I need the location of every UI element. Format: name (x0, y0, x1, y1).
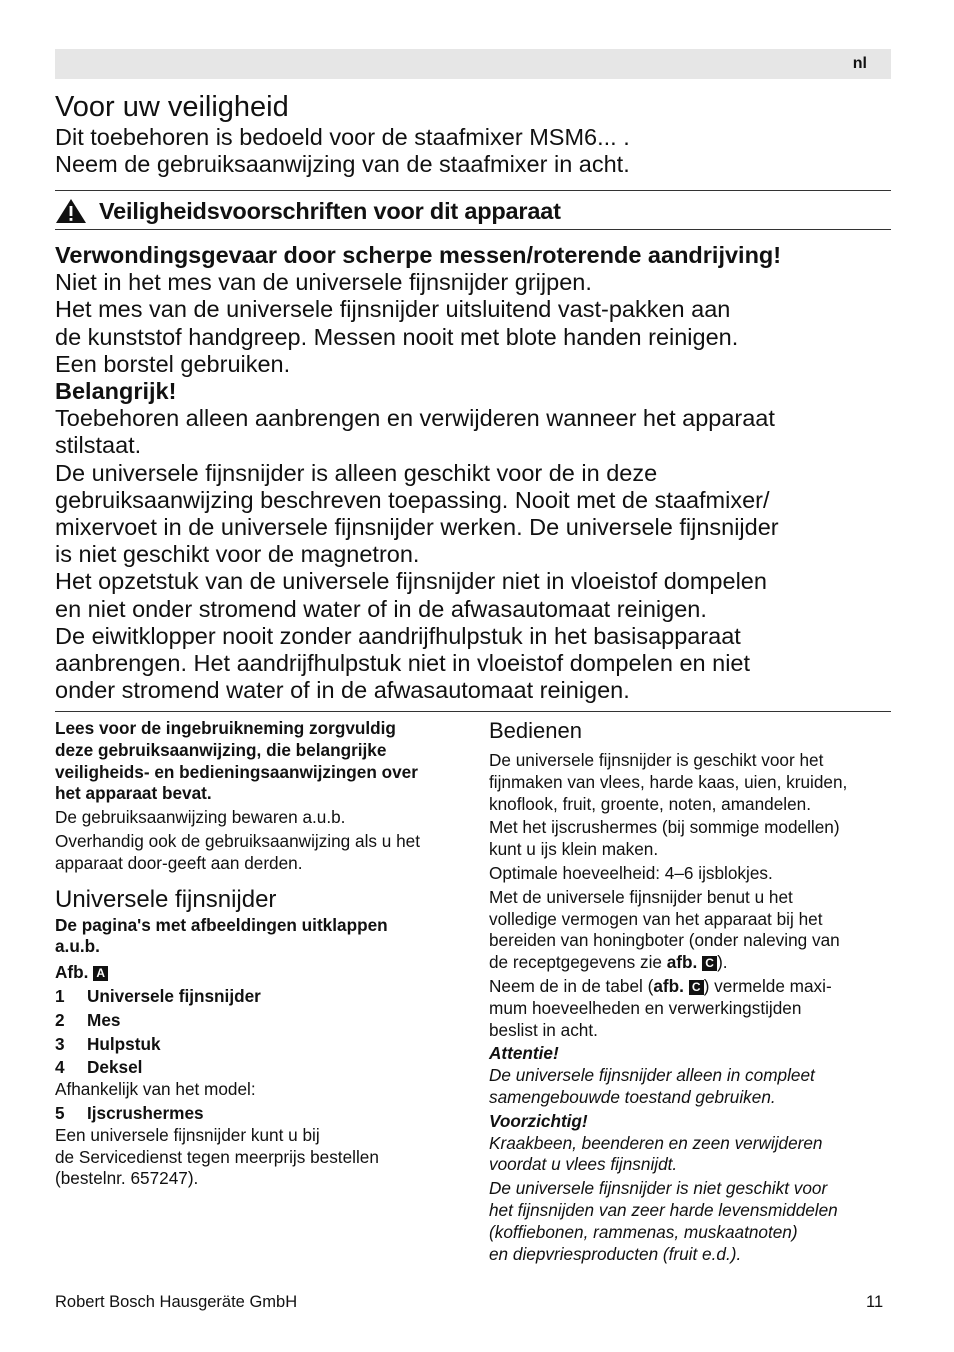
danger-heading: Verwondingsgevaar door scherpe messen/roterende aandrijving! (55, 242, 782, 268)
text-fragment: Neem de in de tabel ( (489, 975, 654, 996)
intro-bold-line: veiligheids- en bedieningsaanwijzingen over (55, 761, 418, 782)
model-dependency-note: Afhankelijk van het model: (55, 1079, 256, 1100)
power-line: bereiden van honingboter (onder naleving van (489, 930, 840, 951)
caution-line: het fijnsnijden van zeer harde levensmiddelen (489, 1199, 838, 1220)
caution-heading: Voorzichtig! (489, 1110, 588, 1131)
fold-line: a.u.b. (55, 936, 100, 957)
service-line: Een universele fijnsnijder kunt u bij (55, 1124, 320, 1145)
important-line: Het opzetstuk van de universele fijnsnijder niet in vloeistof dompelen (55, 568, 767, 595)
intro-bold-line: Lees voor de ingebruikneming zorgvuldig (55, 718, 396, 738)
divider (55, 190, 891, 191)
important-line: De universele fijnsnijder is alleen geschikt voor de in deze (55, 459, 658, 486)
section-title-bedienen: Bedienen (489, 718, 582, 743)
fold-line: De pagina's met afbeeldingen uitklappen (55, 914, 388, 935)
important-line: De eiwitklopper nooit zonder aandrijfhulpstuk in het basisapparaat (55, 622, 741, 649)
service-line: de Servicedienst tegen meerprijs bestellen (55, 1146, 379, 1167)
page-title: Voor uw veiligheid (55, 91, 289, 123)
danger-line: de kunststof handgreep. Messen nooit met blote handen reinigen. (55, 323, 739, 350)
figure-letter-badge: C (689, 980, 704, 995)
safety-intro (55, 124, 895, 178)
list-item (55, 986, 465, 1008)
page-number: 11 (866, 1293, 884, 1311)
part-label: Universele fijnsnijder (87, 985, 261, 1006)
power-line: Met de universele fijnsnijder benut u het (489, 886, 793, 907)
handover-line: Overhandig ook de gebruiksaanwijzing als u het (55, 830, 420, 851)
power-line: volledige vermogen van het apparaat bij het (489, 908, 823, 929)
ice-line: kunt u ijs klein maken. (489, 839, 659, 860)
important-line: onder stromend water of in de afwasautomaat reinigen. (55, 677, 630, 704)
important-line: gebruiksaanwijzing beschreven toepassing. Nooit met de staafmixer/ (55, 486, 770, 513)
part-label: Deksel (87, 1057, 143, 1078)
text-fragment: ) vermelde maxi- (703, 975, 832, 996)
important-line: aanbrengen. Het aandrijfhulpstuk niet in vloeistof dompelen en niet (55, 650, 751, 677)
table-note-line: beslist in acht. (489, 1019, 598, 1040)
keep-instructions: De gebruiksaanwijzing bewaren a.u.b. (55, 807, 346, 828)
right-column (489, 716, 891, 1265)
caution-line: De universele fijnsnijder is niet geschikt voor (489, 1178, 828, 1199)
usage-line: fijnmaken van vlees, harde kaas, uien, kruiden, (489, 771, 848, 792)
part-number: 5 (55, 1102, 65, 1123)
ice-line: Met het ijscrushermes (bij sommige modellen) (489, 817, 840, 838)
intro-bold-line: het apparaat bevat. (55, 783, 212, 804)
list-item (55, 1057, 465, 1079)
part-number: 1 (55, 985, 65, 1006)
figure-label: afb. (653, 975, 684, 996)
list-item (55, 1010, 465, 1032)
important-line: mixervoet in de universele fijnsnijder werken. De universele fijnsnijder (55, 514, 779, 541)
caution-line: voordat u vlees fijnsnijdt. (489, 1154, 678, 1175)
power-line (489, 952, 891, 974)
optimal-amount: Optimale hoeveelheid: 4–6 ijsblokjes. (489, 862, 773, 883)
part-label: Ijscrushermes (87, 1102, 204, 1123)
parts-list (55, 986, 465, 1079)
table-note-line: mum hoeveelheden en verwerkingstijden (489, 997, 802, 1018)
danger-line: Niet in het mes van de universele fijnsnijder grijpen. (55, 269, 592, 296)
important-line: is niet geschikt voor de magnetron. (55, 541, 420, 568)
caution-line: Kraakbeen, beenderen en zeen verwijderen (489, 1132, 823, 1153)
warning-title (55, 196, 561, 226)
figure-label: Afb. (55, 962, 89, 983)
table-note-line (489, 976, 891, 998)
usage-line: De universele fijnsnijder is geschikt voor het (489, 750, 824, 770)
part-label: Hulpstuk (87, 1033, 161, 1054)
section-title-fijnsnijder: Universele fijnsnijder (55, 885, 277, 913)
warning-title-text: Veiligheidsvoorschriften voor dit apparaat (99, 198, 561, 224)
danger-line: Het mes van de universele fijnsnijder uitsluitend vast-pakken aan (55, 296, 731, 323)
part-number: 3 (55, 1033, 65, 1054)
footer-company: Robert Bosch Hausgeräte GmbH (55, 1293, 298, 1311)
safety-body (55, 242, 895, 704)
attention-line: samengebouwde toestand gebruiken. (489, 1086, 776, 1107)
attention-line: De universele fijnsnijder alleen in compleet (489, 1065, 815, 1086)
divider (55, 229, 891, 230)
safety-intro-line: Dit toebehoren is bedoeld voor de staafmixer MSM6... . (55, 124, 630, 150)
intro-bold-line: deze gebruiksaanwijzing, die belangrijke (55, 739, 387, 760)
service-line: (bestelnr. 657247). (55, 1168, 199, 1189)
important-line: Toebehoren alleen aanbrengen en verwijderen wanneer het apparaat (55, 405, 775, 432)
figure-letter-badge: C (702, 956, 717, 971)
left-column (55, 718, 465, 1190)
danger-line: Een borstel gebruiken. (55, 350, 291, 377)
warning-triangle-icon (55, 198, 87, 224)
important-line: en niet onder stromend water of in de afwasautomaat reinigen. (55, 595, 707, 622)
text-fragment: ). (717, 952, 728, 973)
part-number: 2 (55, 1009, 65, 1030)
safety-intro-line: Neem de gebruiksaanwijzing van de staafmixer in acht. (55, 151, 630, 178)
usage-line: knoflook, fruit, groente, noten, amandelen. (489, 793, 811, 814)
language-code: nl (852, 55, 867, 72)
part-number: 4 (55, 1057, 65, 1078)
caution-line: (koffiebonen, rammenas, muskaatnoten) (489, 1221, 798, 1242)
figure-label: afb. (666, 952, 698, 973)
attention-heading: Attentie! (489, 1043, 559, 1064)
figure-reference (55, 962, 465, 984)
important-line: stilstaat. (55, 432, 142, 459)
list-item (55, 1034, 465, 1056)
handover-line: apparaat door-geeft aan derden. (55, 852, 303, 873)
list-item (55, 1103, 465, 1125)
part-label: Mes (87, 1009, 121, 1030)
divider (55, 711, 891, 712)
figure-letter-badge: A (93, 966, 108, 981)
important-heading: Belangrijk! (55, 378, 177, 405)
header-bar (55, 49, 891, 79)
caution-line: en diepvriesproducten (fruit e.d.). (489, 1243, 742, 1264)
text-fragment: de receptgegevens zie (489, 952, 667, 973)
